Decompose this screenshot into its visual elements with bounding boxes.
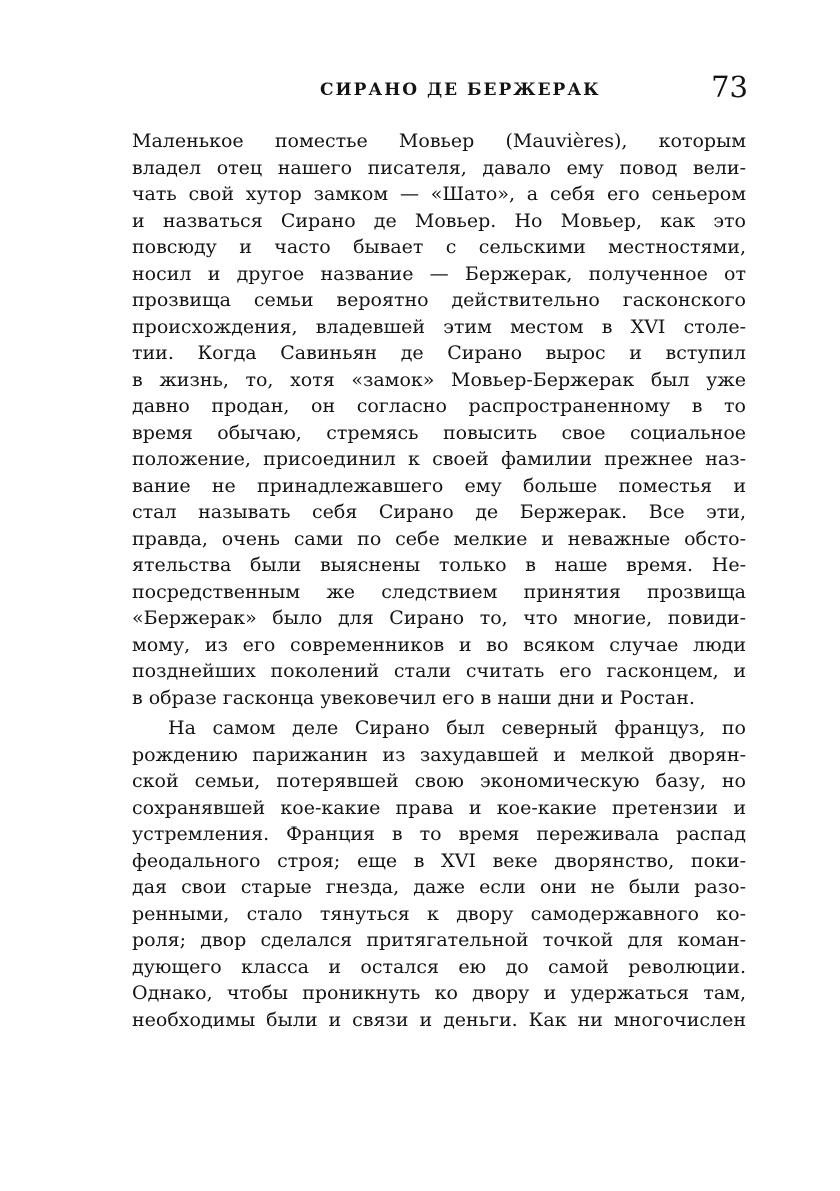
text-line: роля; двор сделался притягательной точкой для коман- (132, 929, 746, 951)
text-line: прозвища семьи вероятно действительно гасконского (132, 289, 746, 311)
text-line: посредственным же следствием принятия прозвища (132, 580, 746, 603)
page-number: 73 (711, 70, 748, 104)
text-line: феодального строя; еще в XVI веке дворянство, поки- (132, 849, 746, 872)
text-line: необходимы были и связи и деньги. Как ни многочислен (132, 1008, 746, 1031)
text-line: повсюду и часто бывает с сельскими местностями, (132, 236, 746, 258)
text-line: ренными, стало тянуться к двору самодержавного ко- (132, 902, 746, 925)
text-line: стал называть себя Сирано де Бержерак. Все эти, (132, 501, 746, 523)
text-line: рождению парижанин из захудавшей и мелкой дворян- (132, 743, 746, 766)
text-line: ятельства были выяснены только в наше время. Не- (132, 554, 746, 576)
text-line: дая свои старые гнезда, даже если они не были разо- (132, 876, 746, 898)
text-line: ской семьи, потерявшей свою экономическую базу, но (132, 770, 746, 792)
running-head (132, 70, 748, 110)
text-line: в жизнь, то, хотя «замок» Мовьер-Бержерак был уже (132, 368, 746, 391)
text-line: давно продан, он согласно распространенному в то (132, 395, 746, 417)
text-line: позднейших поколений стали считать его гасконцем, и (132, 660, 746, 682)
text-line: чать свой хутор замком — «Шато», а себя его сеньером (132, 183, 746, 205)
paragraph-2 (132, 715, 746, 1033)
paragraph-1 (132, 128, 746, 711)
text-line: «Бержерак» было для Сирано то, что многие, повиди- (132, 607, 746, 629)
text-line: устремления. Франция в то время переживала распад (132, 823, 746, 845)
text-line: На самом деле Сирано был северный француз, по (168, 717, 746, 739)
text-line: носил и другое название — Бержерак, полученное от (132, 262, 746, 285)
running-title: СИРАНО ДЕ БЕРЖЕРАК (320, 80, 601, 100)
text-line: положение, присоединил к своей фамилии прежнее наз- (132, 448, 746, 470)
text-line: вание не принадлежавшего ему больше поместья и (132, 474, 746, 497)
text-line: Маленькое поместье Мовьер (Mauvières), которым (132, 130, 746, 152)
text-line: дующего класса и остался ею до самой революции. (132, 955, 746, 978)
text-line: сохранявшей кое-какие права и кое-какие претензии и (132, 796, 746, 819)
text-line: Однако, чтобы проникнуть ко двору и удержаться там, (132, 982, 746, 1004)
text-line: и назваться Сирано де Мовьер. Но Мовьер, как это (132, 209, 746, 232)
text-line: мому, из его современников и во всяком случае люди (132, 633, 746, 656)
body-text (132, 128, 746, 1033)
text-line: тии. Когда Савиньян де Сирано вырос и вступил (132, 342, 746, 364)
text-line: правда, очень сами по себе мелкие и неважные обсто- (132, 527, 746, 550)
text-line: происхождения, владевшей этим местом в XVI столе- (132, 315, 746, 338)
text-line: владел отец нашего писателя, давало ему повод вели- (132, 156, 746, 179)
text-line: время обычаю, стремясь повысить свое социальное (132, 421, 746, 444)
text-line: в образе гасконца увековечил его в наши дни и Ростан. (132, 686, 695, 709)
